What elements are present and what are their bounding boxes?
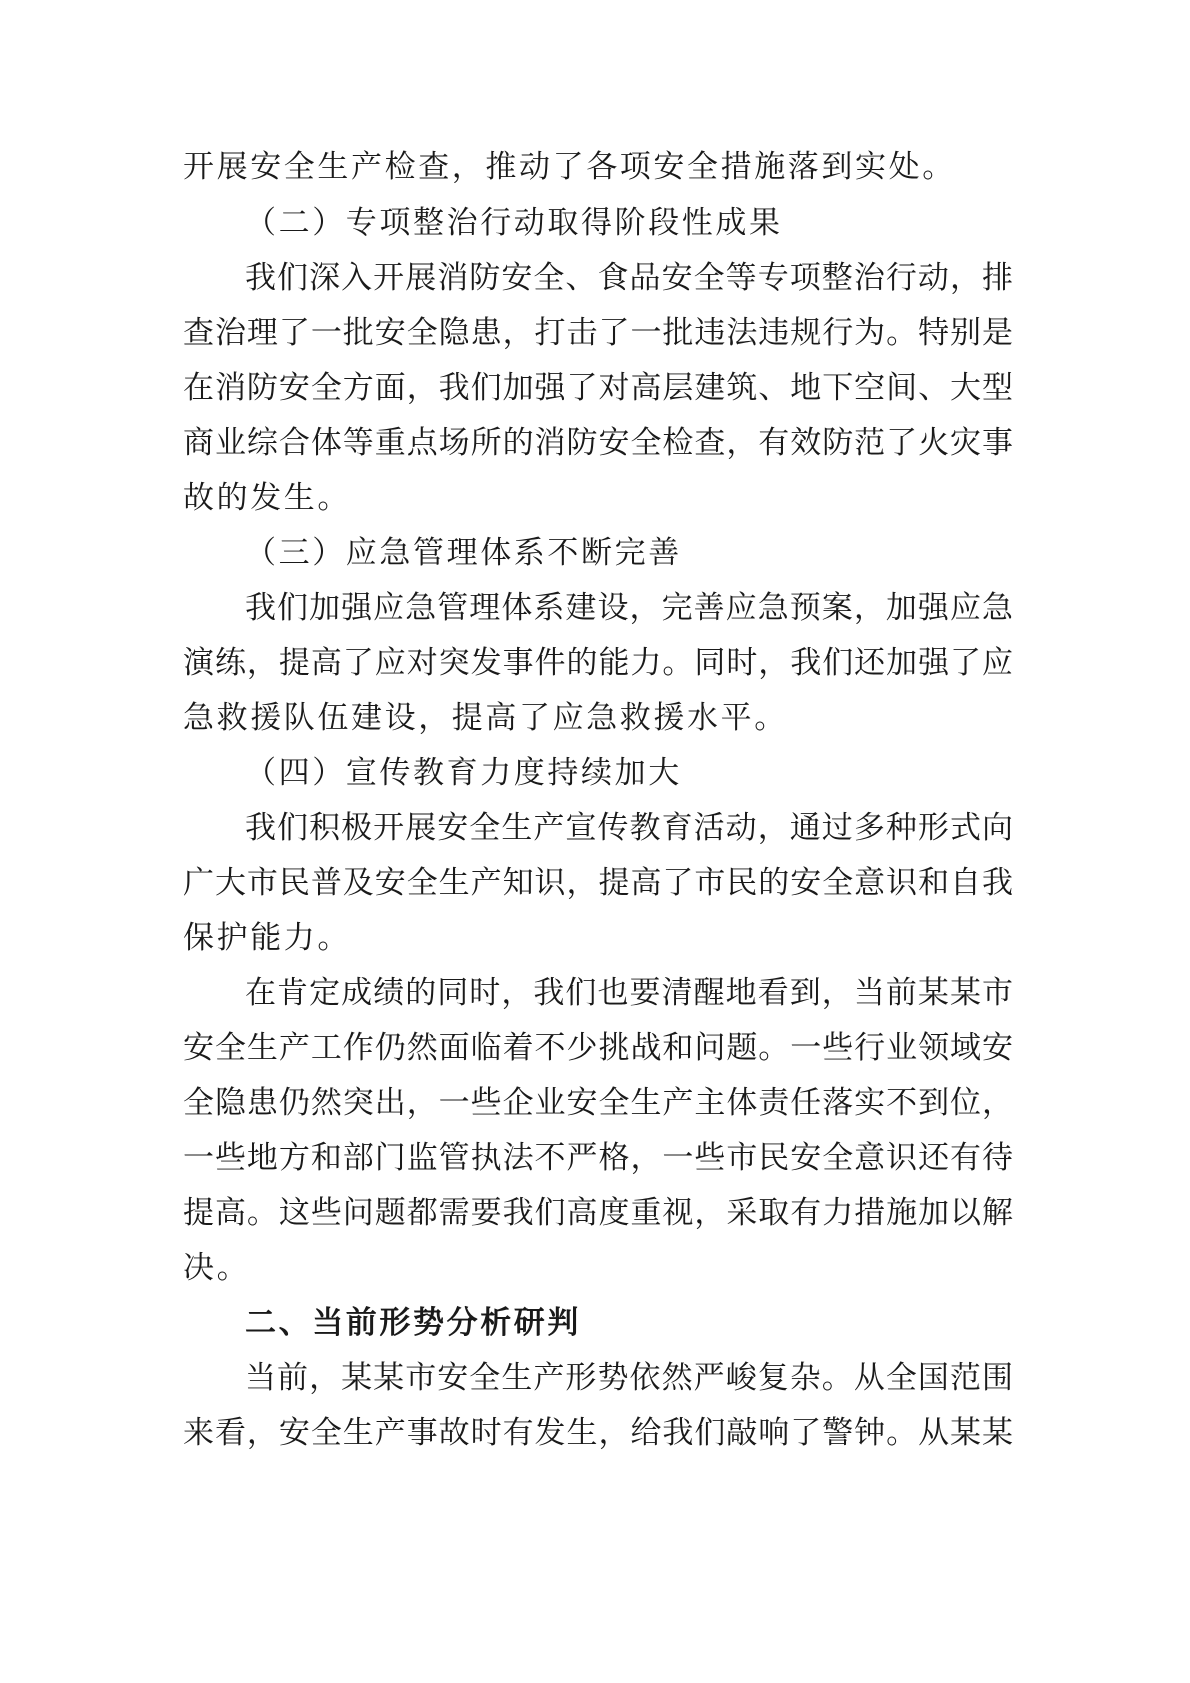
subheading-3: （三）应急管理体系不断完善 xyxy=(245,535,682,571)
body-text-line: 来看，安全生产事故时有发生，给我们敲响了警钟。从某某 xyxy=(183,1415,1013,1451)
body-text-line: 开展安全生产检查，推动了各项安全措施落到实处。 xyxy=(183,149,956,185)
body-text-line: 演练，提高了应对突发事件的能力。同时，我们还加强了应 xyxy=(183,645,1013,681)
paragraph-first-line: 当前，某某市安全生产形势依然严峻复杂。从全国范围 xyxy=(245,1360,1013,1396)
body-text-line: 故的发生。 xyxy=(183,480,351,516)
body-text-line: 一些地方和部门监管执法不严格，一些市民安全意识还有待 xyxy=(183,1140,1013,1176)
body-text-line: 在消防安全方面，我们加强了对高层建筑、地下空间、大型 xyxy=(183,370,1013,406)
body-text-line: 决。 xyxy=(183,1250,251,1286)
paragraph-first-line: 我们积极开展安全生产宣传教育活动，通过多种形式向 xyxy=(245,810,1013,846)
body-text-line: 安全生产工作仍然面临着不少挑战和问题。一些行业领域安 xyxy=(183,1030,1013,1066)
paragraph-first-line: 我们深入开展消防安全、食品安全等专项整治行动，排 xyxy=(245,260,1013,296)
body-text-line: 全隐患仍然突出，一些企业安全生产主体责任落实不到位， xyxy=(183,1085,1013,1121)
paragraph-first-line: 在肯定成绩的同时，我们也要清醒地看到，当前某某市 xyxy=(245,975,1013,1011)
paragraph-first-line: 我们加强应急管理体系建设，完善应急预案，加强应急 xyxy=(245,590,1013,626)
subheading-2: （二）专项整治行动取得阶段性成果 xyxy=(245,205,783,241)
body-text-line: 查治理了一批安全隐患，打击了一批违法违规行为。特别是 xyxy=(183,315,1013,351)
body-text-line: 保护能力。 xyxy=(183,920,351,956)
body-text-line: 提高。这些问题都需要我们高度重视，采取有力措施加以解 xyxy=(183,1195,1013,1231)
section-heading: 二、当前形势分析研判 xyxy=(245,1305,581,1341)
body-text-line: 商业综合体等重点场所的消防安全检查，有效防范了火灾事 xyxy=(183,425,1013,461)
body-text-line: 广大市民普及安全生产知识，提高了市民的安全意识和自我 xyxy=(183,865,1013,901)
subheading-4: （四）宣传教育力度持续加大 xyxy=(245,755,682,791)
body-text-line: 急救援队伍建设，提高了应急救援水平。 xyxy=(183,700,788,736)
